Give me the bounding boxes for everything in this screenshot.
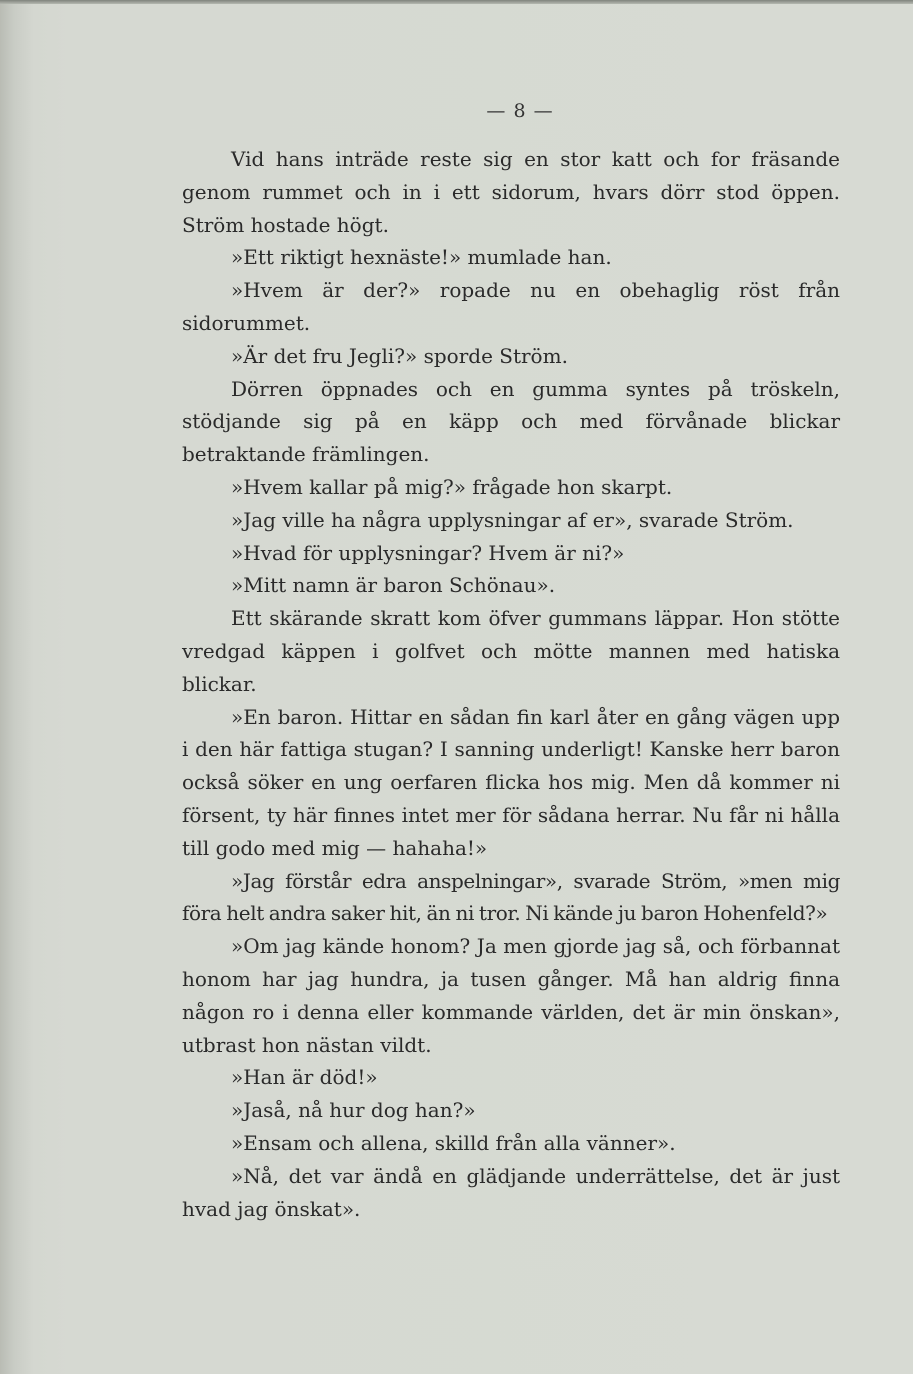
paragraph: »Ensam och allena, skilld från alla vänner».	[231, 1130, 676, 1155]
paragraph: »Jag förstår edra anspelningar», svarade Ström, »men mig föra helt andra saker hit, än ni tror. Ni kände ju baron Hohenfeld?»	[182, 868, 840, 926]
paragraph: »Han är död!»	[231, 1065, 378, 1090]
paragraph: Dörren öppnades och en gumma syntes på tröskeln, stödjande sig på en käpp och med förvånade blickar betraktande främlingen.	[182, 376, 840, 467]
paragraph: Ett skärande skratt kom öfver gummans läppar. Hon stötte vredgad käppen i golfvet och mötte mannen med hatiska blickar.	[182, 606, 840, 696]
paragraph: »Jag ville ha några upplysningar af er», svarade Ström.	[231, 507, 794, 532]
paragraph: »Om jag kände honom? Ja men gjorde jag så, och förbannat honom har jag hundra, ja tusen gånger. Må han aldrig finna någon ro i denna eller kommande världen, det är min önskan», utbrast hon nästan vildt.	[182, 934, 840, 1057]
paragraph: »Nå, det var ändå en glädjande underrättelse, det är just hvad jag önskat».	[182, 1163, 840, 1221]
paragraph: »Ett riktigt hexnäste!» mumlade han.	[231, 245, 612, 270]
paragraph: »Mitt namn är baron Schönau».	[231, 573, 556, 598]
paragraph: »Hvem kallar på mig?» frågade hon skarpt.	[231, 474, 673, 499]
paragraph: »Är det fru Jegli?» sporde Ström.	[231, 343, 568, 368]
paragraph: »Hvad för upplysningar? Hvem är ni?»	[231, 540, 625, 565]
page-number: — 8 —	[486, 100, 554, 122]
paragraph: »Hvem är der?» ropade nu en obehaglig röst från sidorummet.	[182, 278, 840, 335]
paragraph: »Jaså, nå hur dog han?»	[231, 1098, 476, 1123]
body-text	[182, 143, 840, 1225]
paragraph: »En baron. Hittar en sådan fin karl åter en gång vägen upp i den här fattiga stugan? I sanning underligt! Kanske herr baron också söker en ung oerfaren flicka hos mig. Men då kommer ni försent, ty här finnes intet mer för sådana herrar. Nu får ni hålla till godo med mig — hahaha!»	[182, 704, 840, 860]
page-top-edge	[0, 0, 913, 4]
paragraph: Vid hans inträde reste sig en stor katt och for fräsande genom rummet och in i ett sidorum, hvars dörr stod öppen. Ström hostade högt.	[182, 147, 840, 237]
